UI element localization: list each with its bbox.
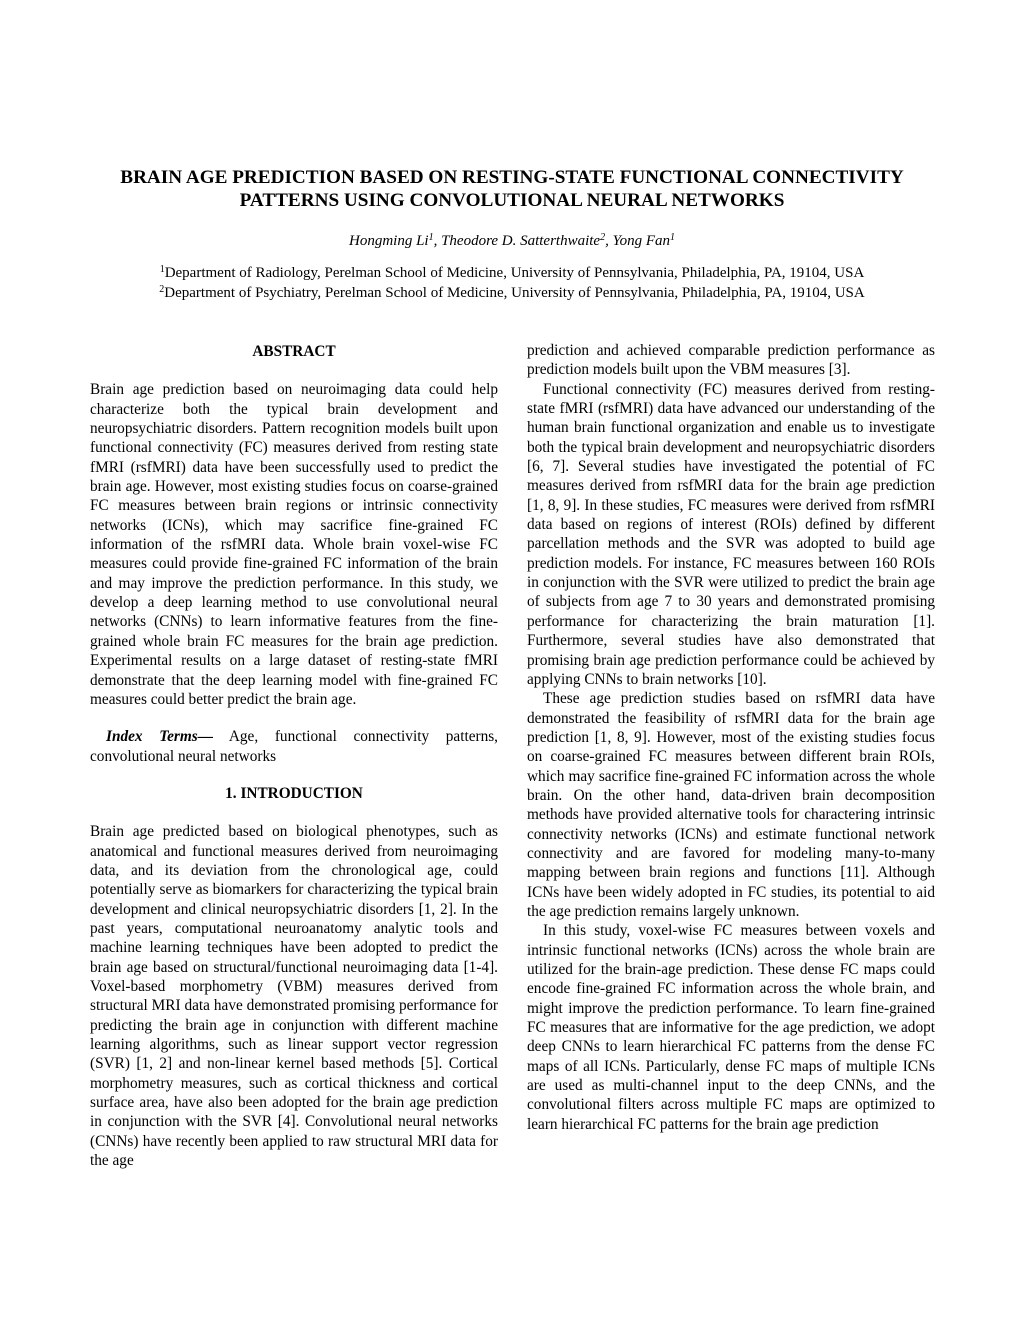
title-line-2: PATTERNS USING CONVOLUTIONAL NEURAL NETWORKS — [239, 190, 785, 211]
intro-paragraph-4: In this study, voxel-wise FC measures between voxels and intrinsic functional networks (ICNs) across the whole brain are utilized for the brain-age prediction. These dense FC maps could encode fine-grained FC information across the whole brain, and might improve the prediction performance. To learn fine-grained FC measures that are informative for the age prediction, we adopt deep CNNs to learn hierarchical FC patterns from the dense FC maps of all ICNs. Particularly, dense FC maps of multiple ICNs are used as multi-channel input to the deep CNNs, and the convolutional filters across multiple FC maps are optimized to learn hierarchical FC patterns for the brain age prediction — [527, 922, 935, 1133]
author-affil-marker: 2 — [600, 232, 606, 243]
author-separator: , — [433, 233, 442, 249]
index-terms-label: Index Terms— — [106, 728, 214, 746]
author-affil-marker: 1 — [670, 232, 675, 243]
index-terms-text: Age, functional connectivity patterns, convolutional neural networks — [90, 728, 499, 765]
title-line-1: BRAIN AGE PREDICTION BASED ON RESTING-STATE FUNCTIONAL CONNECTIVITY — [120, 167, 904, 188]
affiliation-list — [40, 263, 984, 303]
abstract-heading: ABSTRACT — [252, 343, 336, 360]
author-name: Hongming Li — [348, 233, 429, 249]
affil-text: Department of Radiology, Perelman School of Medicine, University of Pennsylvania, Philadelphia, PA, 19104, USA — [164, 265, 865, 281]
intro-paragraph-3: These age prediction studies based on rsfMRI data have demonstrated the feasibility of rsfMRI data for the brain age prediction [1, 8, 9]. However, most of the existing studies focus on coarse-grained FC measures between different brain ROIs, which may sacrifice fine-grained FC information across the whole brain. On the other hand, data-driven brain decomposition methods have provided alternative tools for charactering intrinsic connectivity networks (ICNs) and estimate functional network connectivity and are favored for modeling many-to-many mapping between brain regions and functions [11]. Although ICNs have been widely adopted in FC studies, its potential to aid the age prediction remains largely unknown. — [527, 690, 935, 920]
author-separator: , — [605, 233, 613, 249]
intro-paragraph-2: Functional connectivity (FC) measures derived from resting-state fMRI (rsfMRI) data have advanced our understanding of the human brain functional organization and enable us to investigate both the typical brain development and neuropsychiatric disorders [6, 7]. Several studies have investigated the potential of FC measures derived from rsfMRI data for the brain age prediction [1, 8, 9]. In these studies, FC measures were derived from rsfMRI data based on regions of interest (ROIs) defined by different parcellation methods and the SVR was adopted to build age prediction models. For instance, FC measures between 160 ROIs in conjunction with the SVR were utilized to predict the brain age of subjects from age 7 to 30 years and demonstrated promising performance for characterizing the brain maturation [1]. Furthermore, several studies have also demonstrated that promising brain age prediction performance could be achieved by applying CNNs to brain networks [10]. — [527, 380, 935, 688]
author-list — [60, 231, 964, 251]
author-affil-marker: 1 — [428, 232, 434, 243]
affiliation-2 — [40, 283, 984, 303]
intro-paragraph-1-continued: prediction and achieved comparable prediction performance as prediction models built upon the VBM measures [3]. — [527, 342, 935, 379]
author-name: Yong Fan — [612, 233, 670, 249]
abstract-text: Brain age prediction based on neuroimaging data could help characterize both the typical brain development and neuropsychiatric disorders. Pattern recognition models built upon functional connectivity (FC) measures derived from resting state fMRI (rsfMRI) data have been successfully used to predict the brain age. However, most existing studies focus on coarse-grained FC measures between brain regions or intrinsic connectivity networks (ICNs), which may sacrifice fine-grained FC information of the rsfMRI data. Whole brain voxel-wise FC measures could provide fine-grained FC information of the brain and may improve the prediction performance. In this study, we develop a deep learning method to use convolutional neural networks (CNNs) to learn informative features from the fine-grained whole brain FC measures for the brain age prediction. Experimental results on a large dataset of resting-state fMRI demonstrate that the deep learning model with fine-grained FC measures could better predict the brain age. — [90, 381, 498, 708]
paper-title — [60, 166, 964, 212]
right-column — [527, 341, 935, 1134]
intro-paragraph-1: Brain age predicted based on biological phenotypes, such as anatomical and functional measures derived from neuroimaging data, and its deviation from the chronological age, could potentially serve as biomarkers for characterizing the typical brain development and clinical neuropsychiatric disorders [1, 2]. In the past years, computational neuroanatomy analytic tools and machine learning techniques have been adopted to predict the brain age based on structural/functional neuroimaging data [1-4]. Voxel-based morphometry (VBM) measures derived from structural MRI data have demonstrated promising performance for predicting the brain age in conjunction with different machine learning algorithms, such as linear support vector regression (SVR) [1, 2] and non-linear kernel based methods [5]. Cortical morphometry measures, such as cortical thickness and cortical surface area, have also been adopted for the brain age prediction in conjunction with the SVR [4]. Convolutional neural networks (CNNs) have recently been applied to raw structural MRI data for the age — [90, 823, 498, 1170]
affil-marker: 2 — [159, 284, 165, 295]
author-name: Theodore D. Satterthwaite — [441, 233, 601, 249]
affil-text: Department of Psychiatry, Perelman School of Medicine, University of Pennsylvania, Philadelphia, PA, 19104, USA — [164, 285, 865, 301]
affil-marker: 1 — [159, 264, 165, 275]
left-column — [90, 340, 498, 1170]
introduction-heading: 1. INTRODUCTION — [225, 784, 363, 802]
index-terms — [90, 727, 498, 766]
affiliation-1 — [40, 263, 984, 283]
